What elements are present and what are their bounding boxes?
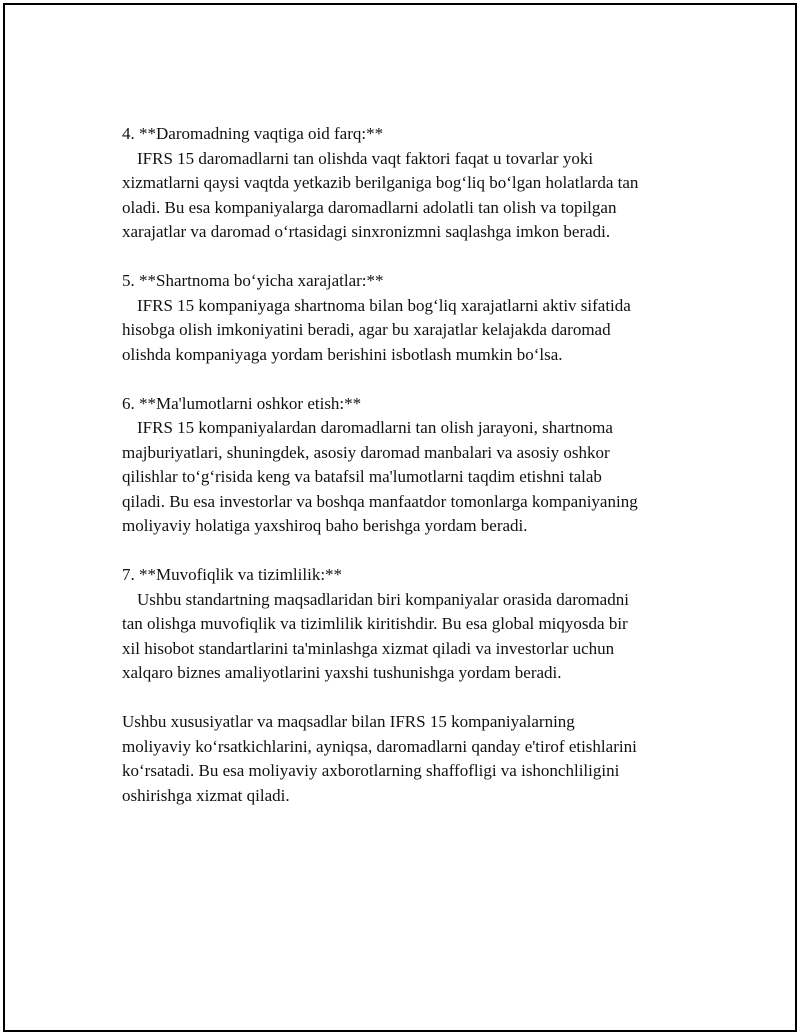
section-heading: 5. **Shartnoma bo‘yicha xarajatlar:** [122,271,384,290]
paragraph-line: ko‘rsatadi. Bu esa moliyaviy axborotlarning shaffofligi va ishonchliligini [122,761,620,780]
document-body [122,122,692,833]
paragraph-line: Ushbu xususiyatlar va maqsadlar bilan IFRS 15 kompaniyalarning [122,712,575,731]
paragraph-line: IFRS 15 kompaniyalardan daromadlarni tan olish jarayoni, shartnoma [137,418,613,437]
paragraph-line: moliyaviy holatiga yaxshiroq baho berishga yordam beradi. [122,516,528,535]
paragraph-line: olishda kompaniyaga yordam berishini isbotlash mumkin bo‘lsa. [122,344,563,364]
page-frame [3,3,797,1032]
paragraph-line: xalqaro biznes amaliyotlarini yaxshi tushunishga yordam beradi. [122,663,562,682]
section-heading: 4. **Daromadning vaqtiga oid farq:** [122,124,384,143]
paragraph-line: qilishlar to‘g‘risida keng va batafsil ma'lumotlarni taqdim etishni talab [122,467,602,486]
paragraph-line: majburiyatlari, shuningdek, asosiy daromad manbalari va asosiy oshkor [122,442,610,462]
paragraph-line: IFRS 15 kompaniyaga shartnoma bilan bog‘liq xarajatlarni aktiv sifatida [137,295,631,315]
paragraph-line: xil hisobot standartlarini ta'minlashga xizmat qiladi va investorlar uchun [122,638,615,658]
paragraph-line: IFRS 15 daromadlarni tan olishda vaqt faktori faqat u tovarlar yoki [137,148,594,168]
conclusion-paragraph [122,710,692,808]
section-5 [122,269,692,367]
paragraph-line: oshirishga xizmat qiladi. [122,785,290,805]
section-heading: 6. **Ma'lumotlarni oshkor etish:** [122,393,362,413]
section-6 [122,392,692,539]
paragraph-line: moliyaviy ko‘rsatkichlarini, ayniqsa, daromadlarni qanday e'tirof etishlarini [122,736,637,756]
paragraph-line: xizmatlarni qaysi vaqtda yetkazib berilganiga bog‘liq bo‘lgan holatlarda tan [122,173,639,192]
paragraph-line: tan olishga muvofiqlik va tizimlilik kiritishdir. Bu esa global miqyosda bir [122,614,628,633]
section-7 [122,563,692,686]
paragraph-line: xarajatlar va daromad o‘rtasidagi sinxronizmni saqlashga imkon beradi. [122,222,611,241]
section-heading: 7. **Muvofiqlik va tizimlilik:** [122,565,343,584]
paragraph-line: qiladi. Bu esa investorlar va boshqa manfaatdor tomonlarga kompaniyaning [122,491,638,511]
section-4 [122,122,692,245]
paragraph-line: hisobga olish imkoniyatini beradi, agar bu xarajatlar kelajakda daromad [122,320,611,339]
paragraph-line: oladi. Bu esa kompaniyalarga daromadlarni adolatli tan olish va topilgan [122,197,617,217]
paragraph-line: Ushbu standartning maqsadlaridan biri kompaniyalar orasida daromadni [137,589,629,609]
